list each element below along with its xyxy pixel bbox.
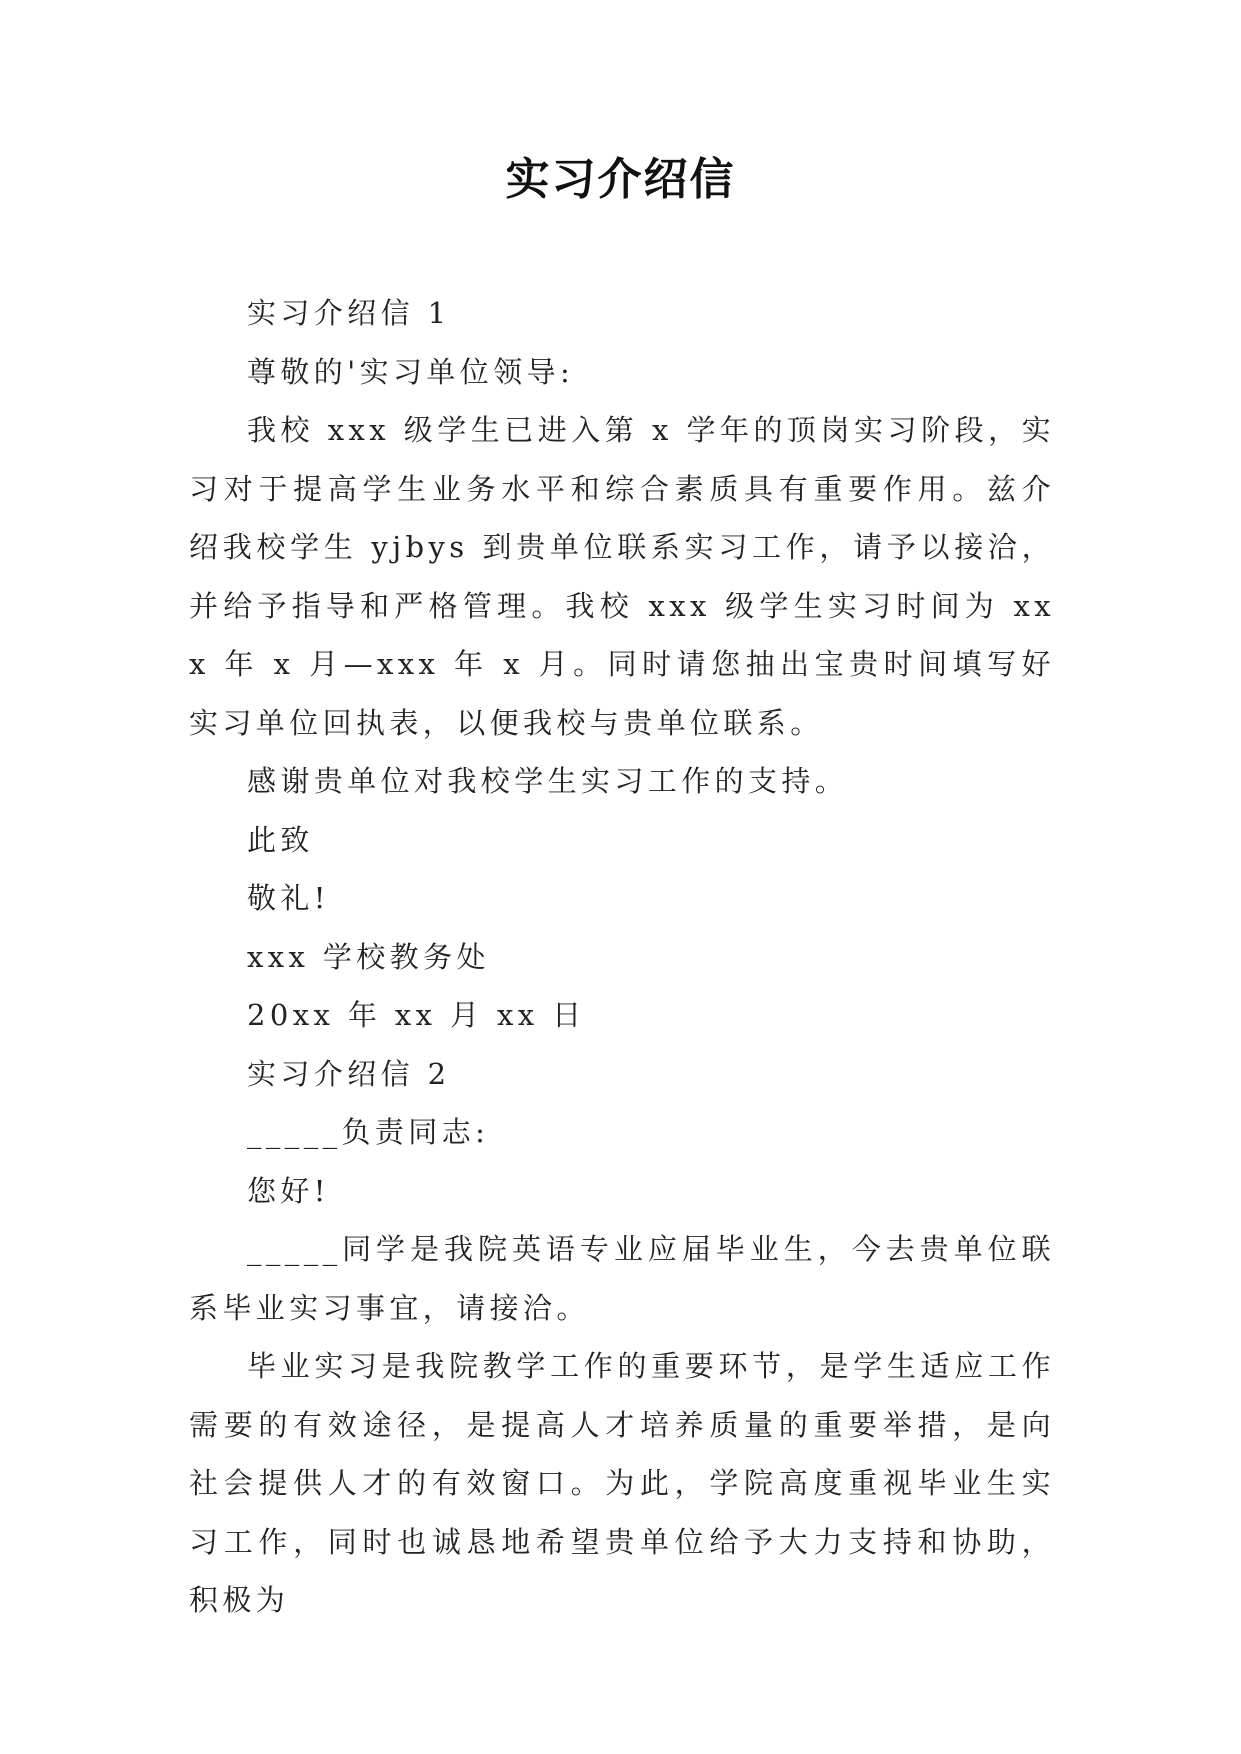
body-paragraph: _____同学是我院英语专业应届毕业生，今去贵单位联系毕业实习事宜，请接洽。 <box>189 1232 1055 1325</box>
document-body <box>189 284 1055 1630</box>
body-paragraph: 毕业实习是我院教学工作的重要环节，是学生适应工作需要的有效途径，是提高人才培养质量的重要举措，是向社会提供人才的有效窗口。为此，学院高度重视毕业生实习工作，同时也诚恳地希望贵单位给予大力支持和协助，积极为 <box>189 1349 1055 1617</box>
body-paragraph: 我校 xxx 级学生已进入第 x 学年的顶岗实习阶段，实习对于提高学生业务水平和综合素质具有重要作用。兹介绍我校学生 yjbys 到贵单位联系实习工作，请予以接洽，并给予指导和严格管理。我校 xxx 级学生实习时间为 xxx 年 x 月—xxx 年 x 月。同时请您抽出宝贵时间填写好实习单位回执表，以便我校与贵单位联系。 <box>189 413 1055 740</box>
document-title: 实习介绍信 <box>505 154 736 205</box>
closing-line: 此致 <box>247 822 314 857</box>
heading-letter-1: 实习介绍信 1 <box>247 296 451 330</box>
signature-date: 20xx 年 xx 月 xx 日 <box>247 998 586 1032</box>
signature-office: xxx 学校教务处 <box>247 939 490 974</box>
salutation-2: _____负责同志: <box>247 1115 490 1149</box>
salutation-1: 尊敬的'实习单位领导: <box>247 354 575 389</box>
thanks-paragraph: 感谢贵单位对我校学生实习工作的支持。 <box>247 764 849 798</box>
heading-letter-2: 实习介绍信 2 <box>247 1056 451 1091</box>
closing-regards: 敬礼! <box>247 881 330 915</box>
greeting: 您好! <box>247 1173 330 1208</box>
